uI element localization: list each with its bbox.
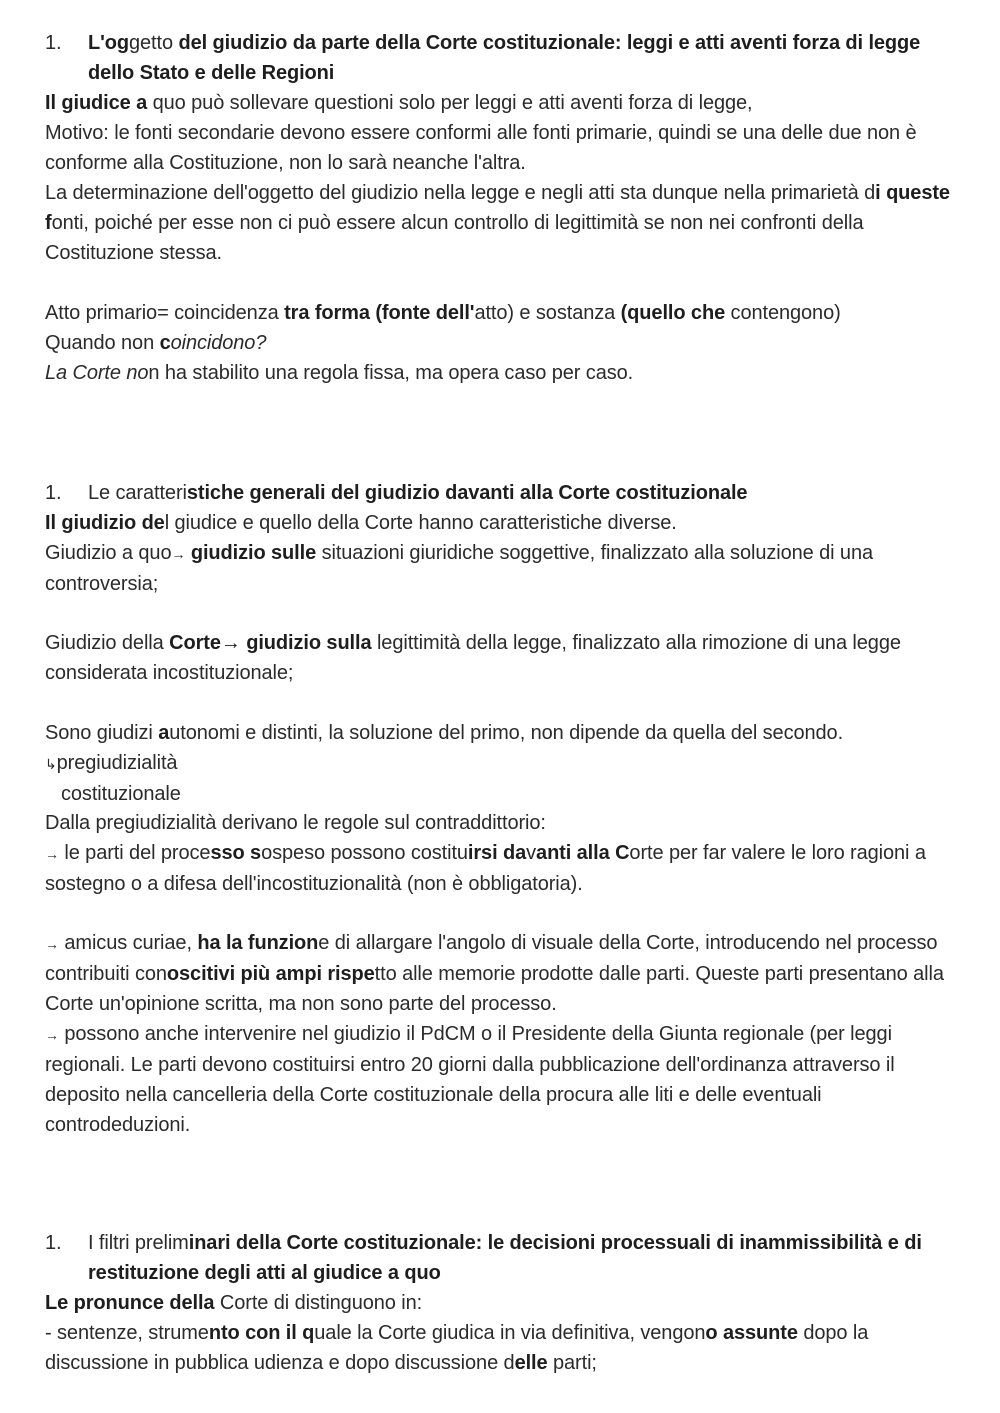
section-2-amicus-curiae (45, 928, 960, 1140)
text-run: Il giudice a (45, 92, 148, 114)
text-run: stiche generali del giudizio davanti alla Corte costituzionale (186, 482, 748, 504)
text-run: onti, poiché per esse non ci può essere alcun controllo di legittimità se non nei confronti della Costituzione stessa. (45, 212, 864, 264)
text-run: - sentenze, strume (45, 1322, 209, 1344)
text-run: Corte di distinguono in: (214, 1292, 423, 1314)
text-line (45, 718, 960, 748)
text-run: Atto primario= coincidenza (45, 302, 285, 324)
text-run: a (158, 722, 170, 744)
text-run: Sono giudizi (45, 722, 159, 744)
section-2-intro (45, 508, 960, 599)
heading-text (45, 1228, 960, 1288)
text-run: nto con il q (208, 1322, 315, 1344)
text-run: getto (129, 32, 179, 54)
text-run: Corte→ giudizio sulla (169, 632, 372, 654)
section-2-contraddittorio (45, 808, 960, 899)
text-run: inari della Corte costituzionale: le decisioni processuali di inammissibilità e di restituzione degli atti al giudice a quo (88, 1232, 922, 1284)
pregiudizialita-line-1: pregiudizialità (56, 752, 178, 774)
text-run: giudizio sulle (190, 542, 317, 564)
text-run: Le caratteri (88, 482, 187, 504)
text-run: Motivo: le fonti secondarie devono essere conformi alle fonti primarie, quindi se una delle due non è conforme alla Costituzione, non lo sarà neanche l'altra. (45, 122, 917, 174)
text-run: ospeso possono costitu (261, 842, 468, 864)
pregiudizialita-note (45, 748, 960, 809)
text-line (45, 508, 960, 538)
text-run: Le pronunce della (45, 1292, 215, 1314)
text-run: La determinazione dell'oggetto del giudizio nella legge e negli atti sta dunque nella primarietà d (45, 182, 876, 204)
text-run: (quello che (620, 302, 726, 324)
text-line (45, 628, 960, 688)
text-run: elle (514, 1352, 548, 1374)
text-run: del giudizio da parte della Corte costituzionale: leggi e atti aventi forza di legge dello Stato e delle Regioni (88, 32, 921, 84)
text-run: La Corte no (45, 362, 149, 384)
text-run: tra forma (fonte dell' (284, 302, 475, 324)
text-run: irsi da (467, 842, 527, 864)
pregiudizialita-line-2: costituzionale (61, 783, 181, 805)
text-run: tto alle memorie prodotte dalle parti. Queste parti presentano alla Corte un'opinione scritta, ma non sono parte del processo. (45, 963, 944, 1015)
text-run: Quando non (45, 332, 160, 354)
section-3-body (45, 1288, 960, 1378)
text-run: possono anche intervenire nel giudizio il PdCM o il Presidente della Giunta regionale (per leggi regionali. Le parti devono costituirsi entro 20 giorni dalla pubblicazione dell'ordinanza attraverso il deposito nella cancelleria della Corte costituzionale della procura alle liti e delle eventuali controdeduzioni. (45, 1023, 895, 1136)
text-run: dopo la discussione in pubblica udienza e dopo discussione d (45, 1322, 869, 1374)
text-line (45, 88, 960, 118)
text-line (45, 1019, 960, 1140)
text-run: c (159, 332, 171, 354)
text-run: v (526, 842, 537, 864)
text-run: oscitivi più ampi rispe (166, 963, 375, 985)
text-run: quo può sollevare questioni solo per leggi e atti aventi forza di legge, (147, 92, 753, 114)
text-run: utonomi e distinti, la soluzione del primo, non dipende da quella del secondo. (169, 722, 844, 744)
text-line (45, 328, 960, 358)
arrow-icon: → (45, 936, 59, 952)
text-run: uale la Corte giudica in via definitiva, vengon (314, 1322, 706, 1344)
text-line (45, 118, 960, 178)
text-line (45, 928, 960, 1019)
heading-number: 1. (45, 1232, 62, 1254)
text-line (45, 358, 960, 388)
text-run: i queste f (45, 182, 950, 234)
text-run: situazioni giuridiche soggettive, finalizzato alla soluzione di una controversia; (45, 542, 873, 595)
text-run: Giudizio della (45, 632, 170, 654)
text-run: o assunte (705, 1322, 798, 1344)
text-run: Giudizio a quo (45, 542, 172, 564)
text-run: oincidono? (170, 332, 267, 354)
text-run: le parti del proce (58, 842, 211, 864)
text-line (45, 178, 960, 268)
section-1-heading (45, 28, 960, 88)
text-run: I filtri prelim (88, 1232, 189, 1254)
text-run: contengono) (725, 302, 841, 324)
text-line (45, 838, 960, 899)
section-2-corte (45, 628, 960, 688)
text-run: anti alla C (536, 842, 630, 864)
text-run: ha la funzion (197, 932, 319, 954)
text-line (45, 298, 960, 328)
section-3-heading (45, 1228, 960, 1288)
text-run: e di allargare l'angolo di visuale della Corte, introducendo nel processo contribuiti con (45, 932, 938, 985)
text-line (45, 1288, 960, 1318)
heading-number: 1. (45, 482, 62, 504)
text-run: sso s (210, 842, 262, 864)
text-run: Dalla pregiudizialità derivano le regole sul contraddittorio: (45, 812, 546, 834)
text-run: legittimità della legge, finalizzato alla rimozione di una legge considerata incostituzionale; (45, 632, 901, 684)
heading-number: 1. (45, 32, 62, 54)
section-1-primary-act (45, 298, 960, 388)
text-run: n ha stabilito una regola fissa, ma opera caso per caso. (148, 362, 634, 384)
text-line (45, 538, 960, 599)
text-line (45, 808, 960, 838)
section-2-heading (45, 478, 960, 508)
text-run: atto) e sostanza (474, 302, 621, 324)
hook-arrow-icon: ↳ (45, 756, 57, 772)
text-run: Il giudizio de (45, 512, 165, 534)
heading-text (45, 28, 960, 88)
section-2-autonomi (45, 718, 960, 748)
arrow-icon: → (45, 846, 59, 862)
text-run: amicus curiae, (58, 932, 198, 954)
text-line (45, 1318, 960, 1378)
text-run: orte per far valere le loro ragioni a sostegno o a difesa dell'incostituzionalità (non è obbligatoria). (45, 842, 926, 895)
arrow-icon: → (45, 1027, 59, 1043)
text-run: L'og (88, 32, 130, 54)
section-1-body (45, 88, 960, 268)
heading-text (45, 478, 960, 508)
text-run: parti; (547, 1352, 597, 1374)
arrow-icon: → (171, 546, 186, 562)
text-run: l giudice e quello della Corte hanno caratteristiche diverse. (164, 512, 677, 534)
